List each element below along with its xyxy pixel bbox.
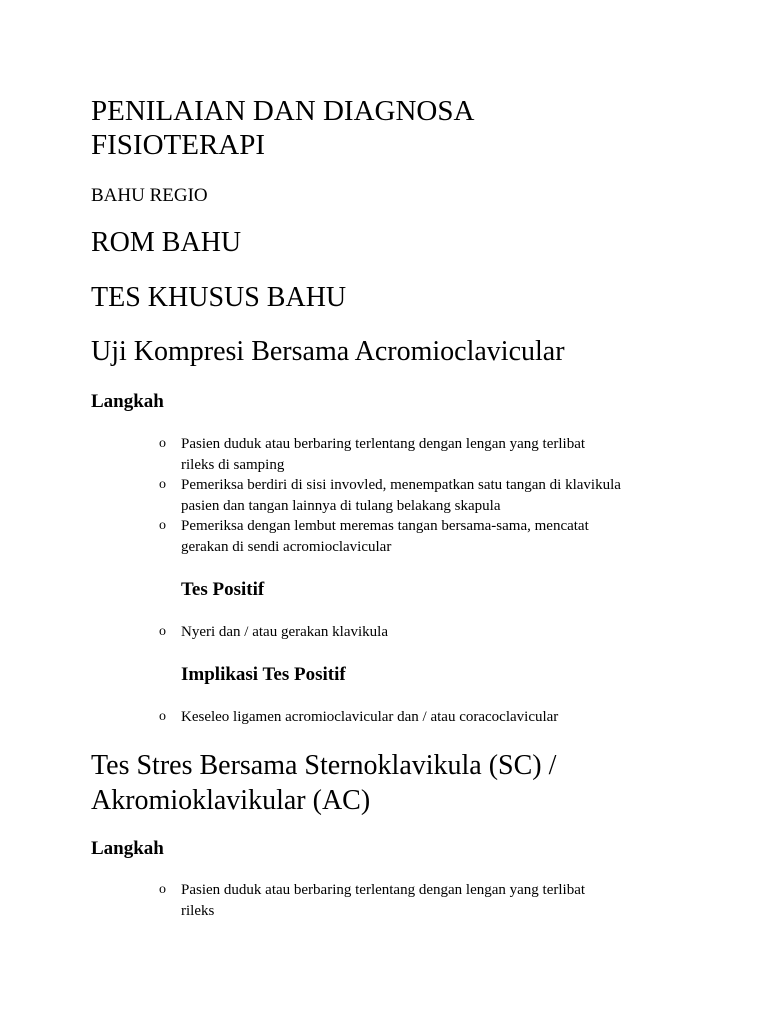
test2-steps-list bbox=[159, 880, 719, 921]
bullet-circle-icon: o bbox=[159, 518, 166, 533]
bullet-circle-icon: o bbox=[159, 436, 166, 451]
bullet-circle-icon: o bbox=[159, 624, 166, 639]
test2-title-line-1: Tes Stres Bersama Sternoklavikula (SC) / bbox=[91, 750, 557, 781]
list-item-text-line-2: pasien dan tangan lainnya di tulang belakang skapula bbox=[181, 497, 501, 514]
list-item bbox=[159, 434, 719, 475]
page-title-line-1: PENILAIAN DAN DIAGNOSA bbox=[91, 95, 475, 127]
bullet-circle-icon: o bbox=[159, 709, 166, 724]
list-item bbox=[159, 707, 719, 728]
test2-title bbox=[91, 748, 556, 818]
test1-positive-heading: Tes Positif bbox=[181, 579, 265, 600]
test1-positive-list bbox=[159, 622, 719, 643]
list-item bbox=[159, 880, 719, 921]
region-heading: BAHU REGIO bbox=[91, 185, 208, 206]
bullet-circle-icon: o bbox=[159, 882, 166, 897]
list-item-text-line-1: Pasien duduk atau berbaring terlentang dengan lengan yang terlibat bbox=[181, 882, 586, 898]
test1-title: Uji Kompresi Bersama Acromioclavicular bbox=[91, 336, 565, 367]
test2-title-line-2: Akromioklavikular (AC) bbox=[91, 785, 371, 816]
list-item bbox=[159, 475, 719, 516]
bullet-circle-icon: o bbox=[159, 477, 166, 492]
test1-implication-heading: Implikasi Tes Positif bbox=[181, 664, 346, 685]
list-item-text-line-2: rileks di samping bbox=[181, 456, 285, 473]
list-item-text-line-1: Pemeriksa dengan lembut meremas tangan bersama-sama, mencatat bbox=[181, 518, 589, 534]
page-title-line-2: FISIOTERAPI bbox=[91, 129, 266, 162]
list-item-text: Nyeri dan / atau gerakan klavikula bbox=[181, 624, 388, 640]
test1-steps-list bbox=[159, 434, 719, 557]
special-tests-heading: TES KHUSUS BAHU bbox=[91, 282, 347, 313]
page-title bbox=[91, 94, 474, 162]
list-item-text-line-1: Pasien duduk atau berbaring terlentang dengan lengan yang terlibat bbox=[181, 436, 586, 452]
list-item bbox=[159, 516, 719, 557]
test1-steps-heading: Langkah bbox=[91, 391, 164, 412]
list-item-text: Keseleo ligamen acromioclavicular dan / atau coracoclavicular bbox=[181, 709, 559, 725]
list-item-text-line-2: gerakan di sendi acromioclavicular bbox=[181, 538, 392, 555]
test2-steps-heading: Langkah bbox=[91, 838, 164, 859]
list-item-text-line-2: rileks bbox=[181, 902, 215, 919]
list-item-text-line-1: Pemeriksa berdiri di sisi invovled, menempatkan satu tangan di klavikula bbox=[181, 477, 621, 493]
rom-heading: ROM BAHU bbox=[91, 227, 242, 258]
test1-implication-list bbox=[159, 707, 719, 728]
list-item bbox=[159, 622, 719, 643]
